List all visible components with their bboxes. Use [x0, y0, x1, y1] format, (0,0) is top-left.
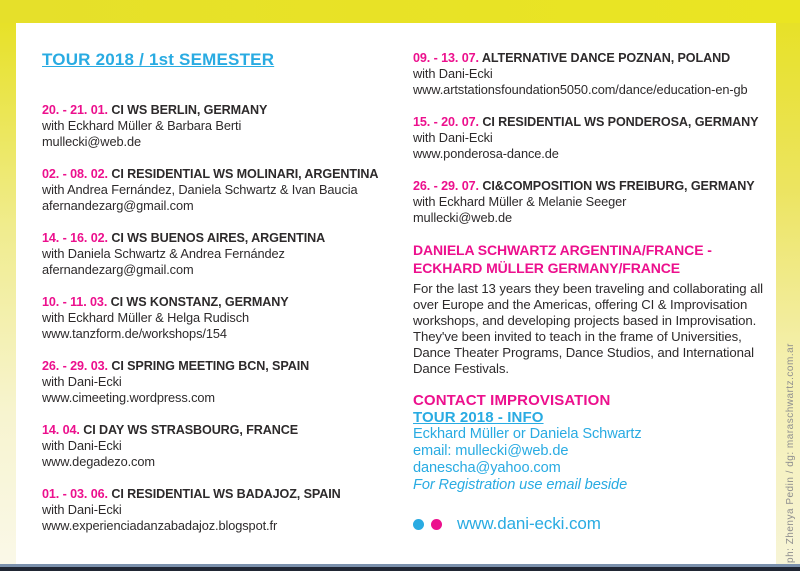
left-column — [42, 50, 408, 550]
event-bcn — [42, 358, 408, 406]
event-people: with Dani-Ecki — [413, 130, 493, 145]
event-name: CI RESIDENTIAL WS PONDEROSA, GERMANY — [482, 115, 759, 129]
event-people: with Dani-Ecki — [413, 66, 493, 81]
event-name: CI RESIDENTIAL WS MOLINARI, ARGENTINA — [111, 167, 379, 181]
event-date: 15. - 20. 07. — [413, 115, 479, 129]
cyan-dot-icon — [413, 519, 424, 530]
event-name: CI WS BUENOS AIRES, ARGENTINA — [111, 231, 326, 245]
event-people: with Andrea Fernández, Daniela Schwartz & Ivan Baucia — [42, 182, 358, 197]
event-name: CI WS KONSTANZ, GERMANY — [110, 295, 289, 309]
event-contact: afernandezarg@gmail.com — [42, 262, 194, 277]
event-heading — [42, 486, 408, 502]
event-people: with Daniela Schwartz & Andrea Fernández — [42, 246, 285, 261]
event-heading — [413, 50, 779, 66]
contact-section — [413, 392, 779, 494]
event-strasbourg — [42, 422, 408, 470]
event-date: 14. 04. — [42, 423, 80, 437]
event-name: CI WS BERLIN, GERMANY — [111, 103, 268, 117]
magenta-dot-icon — [431, 519, 442, 530]
right-column — [413, 50, 779, 534]
event-people: with Dani-Ecki — [42, 374, 122, 389]
event-badajoz — [42, 486, 408, 534]
event-heading — [413, 114, 779, 130]
event-heading — [413, 178, 779, 194]
event-people: with Eckhard Müller & Helga Rudisch — [42, 310, 250, 325]
event-name: CI DAY WS STRASBOURG, FRANCE — [83, 423, 299, 437]
event-people: with Dani-Ecki — [42, 502, 122, 517]
website-row — [413, 514, 779, 534]
event-people: with Eckhard Müller & Melanie Seeger — [413, 194, 627, 209]
event-contact: www.ponderosa-dance.de — [413, 146, 559, 161]
event-molinari — [42, 166, 408, 214]
event-konstanz — [42, 294, 408, 342]
event-contact: afernandezarg@gmail.com — [42, 198, 194, 213]
event-name: CI SPRING MEETING BCN, SPAIN — [111, 359, 310, 373]
event-date: 02. - 08. 02. — [42, 167, 108, 181]
event-freiburg — [413, 178, 779, 226]
event-date: 26. - 29. 03. — [42, 359, 108, 373]
event-heading — [42, 422, 408, 438]
bio-heading-line2: ECKHARD MÜLLER GERMANY/FRANCE — [413, 259, 680, 276]
event-contact: www.cimeeting.wordpress.com — [42, 390, 215, 405]
bio-body: For the last 13 years they been traveling and collaborating all over Europe and the Americas, offering CI & Improvisation workshops, and developing projects based in Improvisation. They've been invited to teach in the frame of Universities, Dance Theater Programs, Dance Studios, and International Dance Festivals. — [413, 281, 763, 376]
bio-section — [413, 242, 779, 377]
yellow-border-left — [0, 23, 16, 564]
event-date: 01. - 03. 06. — [42, 487, 108, 501]
contact-email-1: email: mullecki@web.de — [413, 443, 569, 459]
event-heading — [42, 166, 408, 182]
event-ponderosa — [413, 114, 779, 162]
contact-names: Eckhard Müller or Daniela Schwartz — [413, 426, 642, 442]
event-contact: www.artstationsfoundation5050.com/dance/education-en-gb — [413, 82, 748, 97]
event-buenos-aires — [42, 230, 408, 278]
event-date: 10. - 11. 03. — [42, 295, 108, 309]
event-date: 26. - 29. 07. — [413, 179, 479, 193]
event-heading — [42, 102, 408, 118]
page-title: TOUR 2018 / 1st SEMESTER — [42, 50, 275, 69]
event-people: with Dani-Ecki — [42, 438, 122, 453]
event-contact: mullecki@web.de — [42, 134, 141, 149]
event-people: with Eckhard Müller & Barbara Berti — [42, 118, 242, 133]
event-contact: www.experienciadanzabadajoz.blogspot.fr — [42, 518, 278, 533]
event-berlin — [42, 102, 408, 150]
event-contact: mullecki@web.de — [413, 210, 512, 225]
event-heading — [42, 358, 408, 374]
contact-heading: CONTACT IMPROVISATION — [413, 392, 611, 409]
event-date: 14. - 16. 02. — [42, 231, 108, 245]
contact-subheading: TOUR 2018 - INFO — [413, 409, 544, 426]
contact-registration-note: For Registration use email beside — [413, 477, 628, 493]
contact-email-2: danescha@yahoo.com — [413, 460, 561, 476]
photo-design-credit: ph: Zhenya Pedin / dg: maraschwartz.com.ar — [785, 343, 796, 563]
event-date: 09. - 13. 07. — [413, 51, 479, 65]
event-date: 20. - 21. 01. — [42, 103, 108, 117]
event-name: CI RESIDENTIAL WS BADAJOZ, SPAIN — [111, 487, 341, 501]
event-heading — [42, 230, 408, 246]
website-url: www.dani-ecki.com — [457, 514, 601, 533]
event-heading — [42, 294, 408, 310]
yellow-border-top — [0, 0, 800, 23]
event-name: ALTERNATIVE DANCE POZNAN, POLAND — [481, 51, 731, 65]
event-poznan — [413, 50, 779, 98]
event-name: CI&COMPOSITION WS FREIBURG, GERMANY — [482, 179, 755, 193]
event-contact: www.tanzform.de/workshops/154 — [42, 326, 227, 341]
bio-heading-line1: DANIELA SCHWARTZ ARGENTINA/FRANCE - — [413, 242, 712, 258]
footer-dark-bar — [0, 567, 800, 571]
event-contact: www.degadezo.com — [42, 454, 155, 469]
